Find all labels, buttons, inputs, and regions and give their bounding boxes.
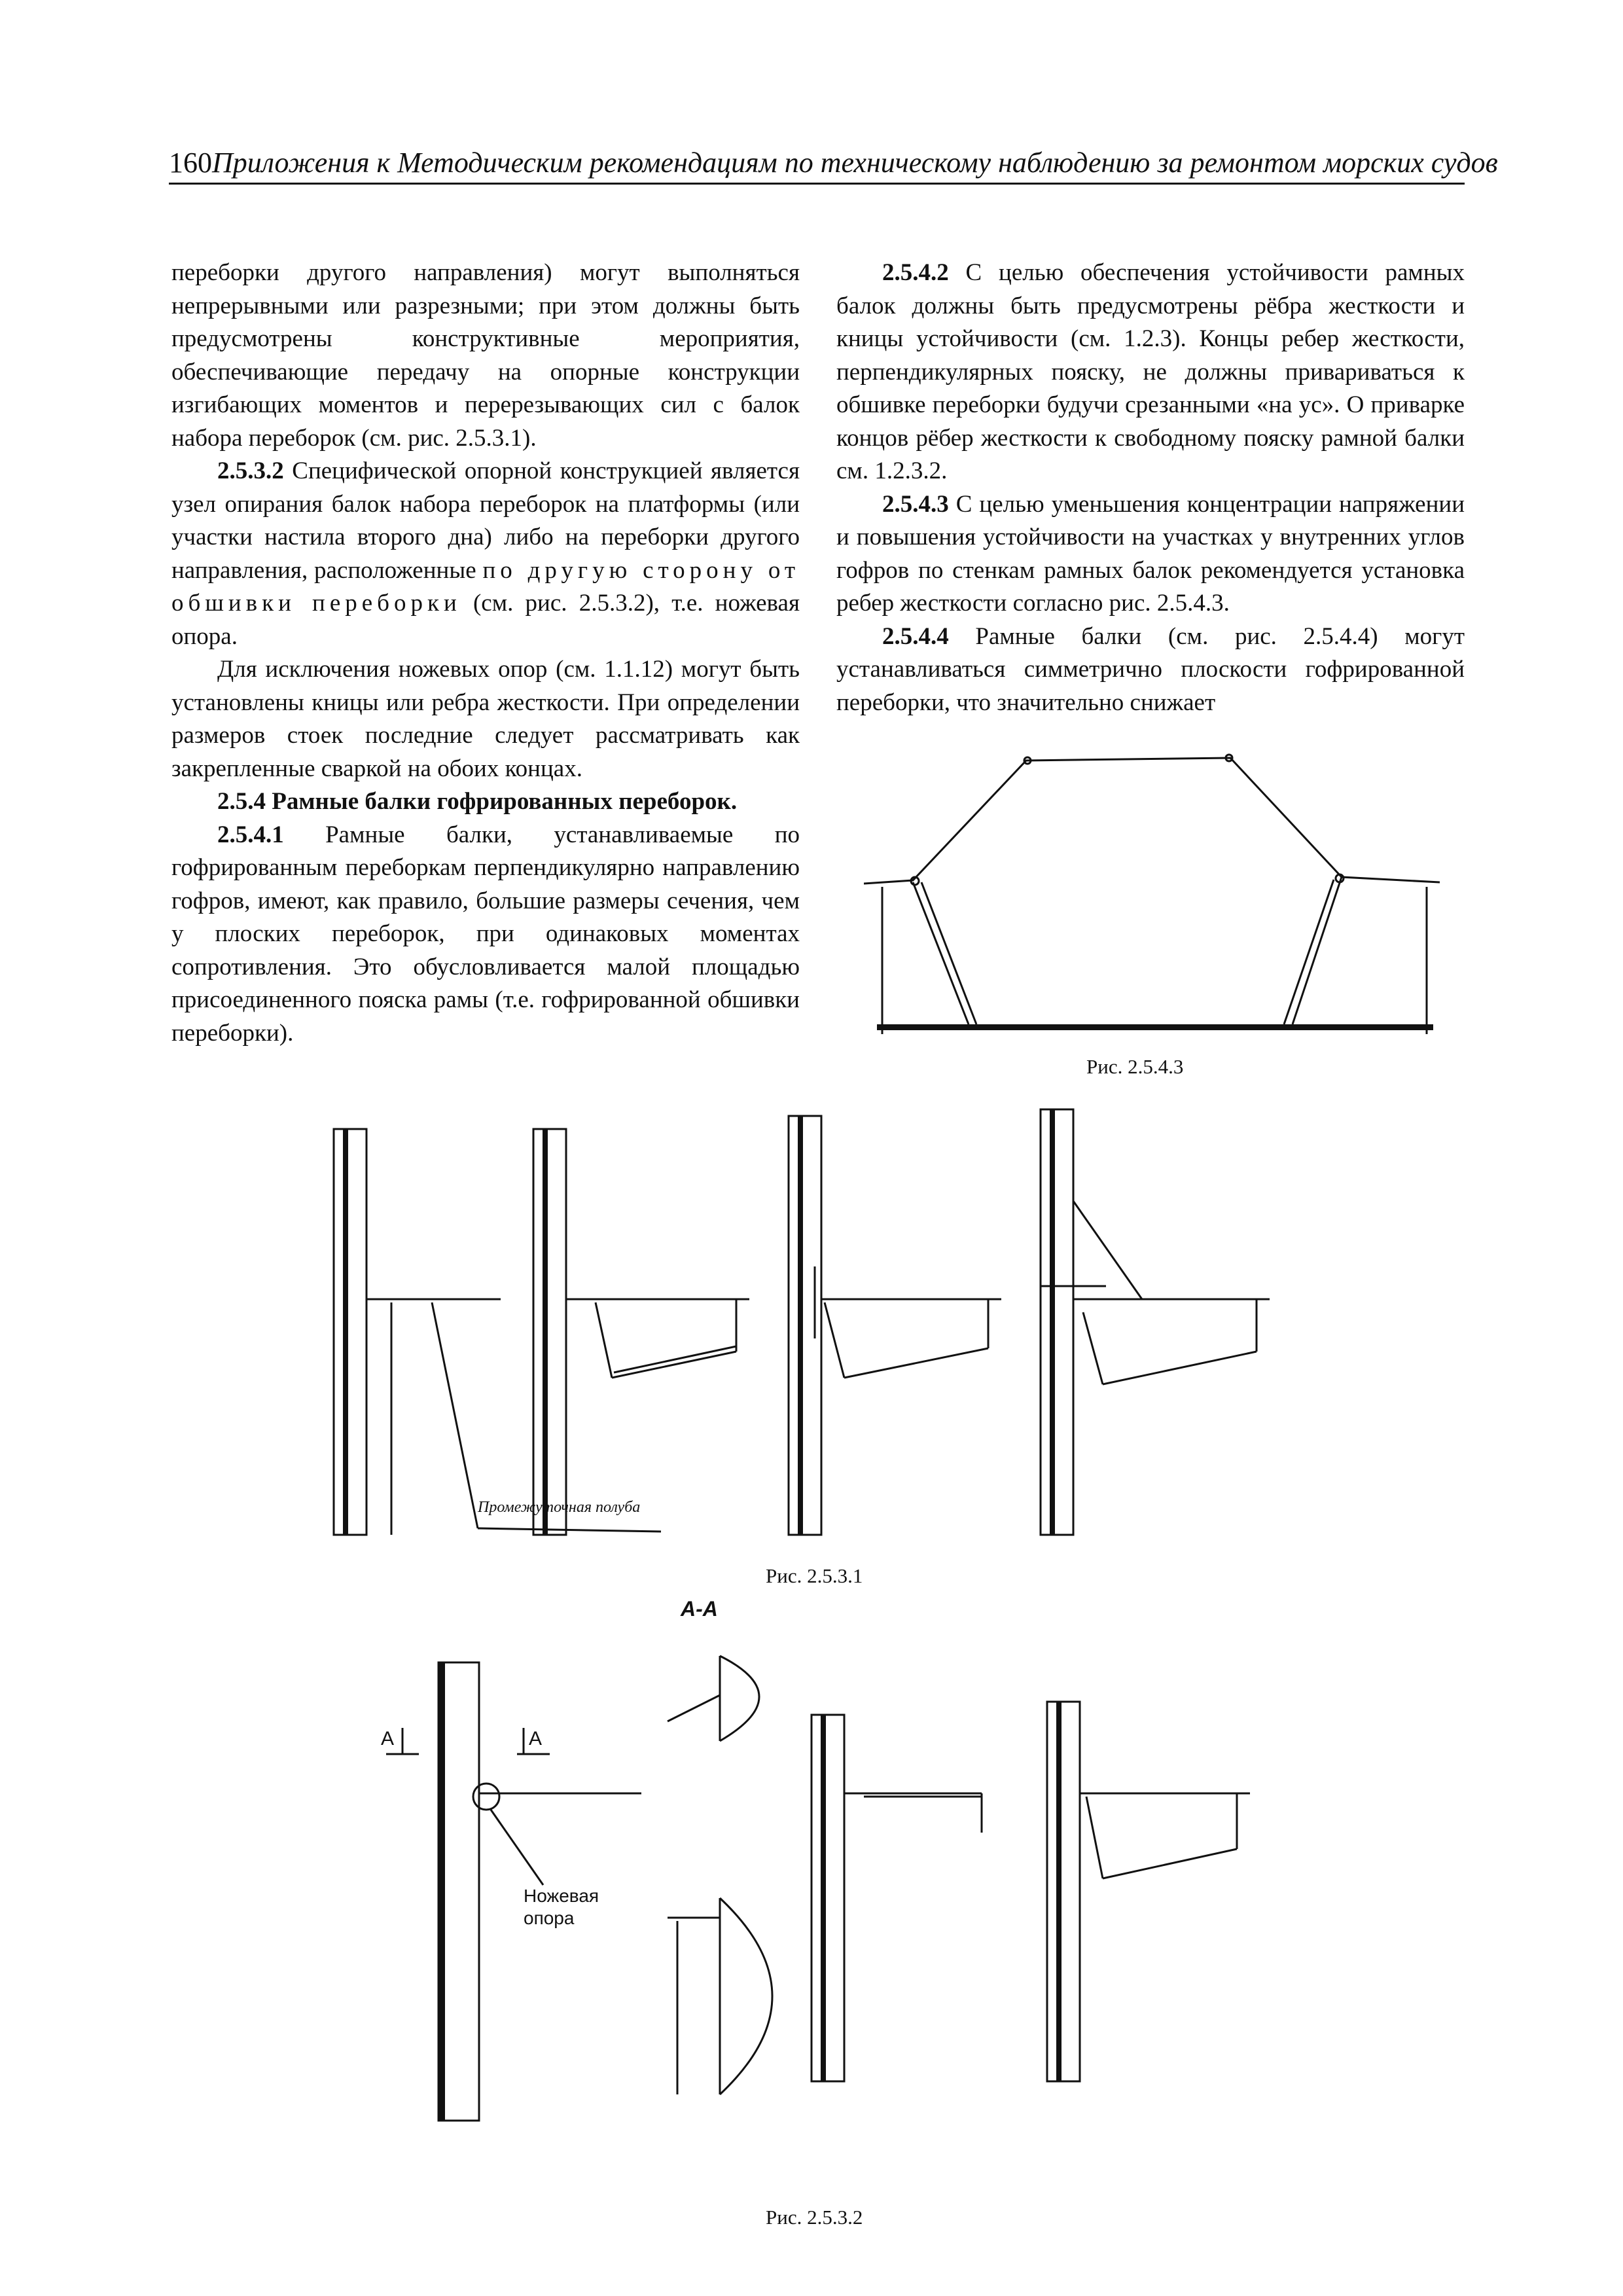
stanchion-flange <box>821 1715 826 2081</box>
left-column <box>171 257 800 1050</box>
paragraph <box>836 488 1465 620</box>
stiffener-right-2 <box>1284 880 1334 1024</box>
section-heading <box>171 785 800 819</box>
stiffener-left-2 <box>921 882 976 1024</box>
figure-2531-drawing <box>321 1103 1440 1548</box>
paragraph-text: С целью уменьшения концентрации напряжении и повышения устойчивости на участках у внутренних углов гофров по стенкам рамных балок рекомендуется установка ребер жесткости согласно рис. 2.5.4.3. <box>836 490 1465 617</box>
stanchion <box>1047 1702 1080 2081</box>
stiffener-left <box>913 882 969 1024</box>
stanchion-flange <box>798 1116 803 1535</box>
detail-4 <box>1041 1109 1270 1535</box>
detail-tee <box>812 1715 982 2081</box>
detail-2 <box>533 1129 749 1535</box>
stiffener-line <box>612 1352 736 1378</box>
stiffener-line <box>1103 1352 1257 1384</box>
bracket-line <box>1083 1312 1103 1384</box>
paragraph-text: Рамные балки, устанавливаемые по гофрированным переборкам перпендикулярно направлению гофров, имеют, как правило, большие размеры сечения, чем у плоских переборок, при одинаковых моментах сопротивления. Это обусловливается малой площадью присоединенного пояска рамы (т.е. гофрированной обшивки переборки). <box>171 821 800 1047</box>
knife-support-detail <box>386 1662 641 2121</box>
leader-line <box>491 1810 543 1885</box>
section-arc-lower <box>720 1898 772 2094</box>
stanchion-flange <box>1050 1109 1055 1535</box>
knife-support-circle <box>473 1784 499 1810</box>
leader-underline <box>478 1528 661 1532</box>
stiffener-right <box>1293 877 1342 1024</box>
stiffener-line <box>844 1348 988 1378</box>
figure-2532-drawing <box>366 1623 1296 2179</box>
figure-2543-drawing <box>864 746 1440 1047</box>
knife-support-label-line1: Ножевая <box>524 1886 599 1906</box>
stanchion-flange <box>543 1129 548 1535</box>
figure-caption: Рис. 2.5.4.3 <box>1086 1055 1184 1078</box>
knee-bracket <box>1073 1201 1142 1299</box>
detail-1 <box>334 1129 661 1535</box>
running-title: Приложения к Методическим рекомендациям по техническому наблюдению за ремонтом морских судов <box>212 147 1498 179</box>
knife-support-label <box>524 1885 599 1929</box>
stanchion <box>789 1116 821 1535</box>
stanchion-flange <box>1056 1702 1061 2081</box>
bracket-line <box>596 1302 612 1378</box>
section-label: А-А <box>681 1597 718 1621</box>
figure-label-deck: Промежуточная полуба <box>478 1499 641 1516</box>
detail-3 <box>789 1116 1001 1535</box>
running-header <box>169 145 1498 185</box>
section-line <box>668 1695 720 1721</box>
paragraph: переборки другого направления) могут выполняться непрерывными или разрезными; при этом должны быть предусмотрены конструктивные мероприятия, обеспечивающие передачу на опорные конструкции изгибающих моментов и перерезывающих сил с балок набора переборок (см. рис. 2.5.3.1). <box>171 259 800 452</box>
stanchion <box>334 1129 366 1535</box>
stanchion <box>533 1129 566 1535</box>
stanchion <box>1041 1109 1073 1535</box>
paragraph-text: (см. рис. 2.5.3.2), т.е. ножевая опора. <box>171 590 800 650</box>
stanchion-flange <box>438 1662 445 2121</box>
paragraph <box>171 819 800 1050</box>
paragraph: Для исключения ножевых опор (см. 1.1.12) могут быть установлены кницы или ребра жесткости. При определении размеров стоек последние следует рассматривать как закрепленные сваркой на обоих концах. <box>171 656 800 782</box>
face-plate <box>877 1024 1433 1030</box>
figure-caption: Рис. 2.5.3.1 <box>766 1564 863 1587</box>
stiffener-line <box>1103 1849 1237 1878</box>
stiffener-line-2 <box>614 1346 736 1372</box>
paragraph <box>836 257 1465 488</box>
clause-number: 2.5.4.3 <box>882 490 949 518</box>
bracket-line <box>825 1302 844 1378</box>
clause-number: 2.5.4.4 <box>882 622 949 650</box>
knife-support-label-line2: опора <box>524 1908 575 1928</box>
paragraph-text: С целью обеспечения устойчивости рамных балок должны быть предусмотрены рёбра жесткости и кницы устойчивости (см. 1.2.3). Концы ребер жесткости, перпендикулярных пояску, не должны привариваться к обшивке переборки будучи срезанными «на ус». О приварке концов рёбер жесткости к свободному пояску рамной балки см. 1.2.3.2. <box>836 259 1465 484</box>
section-heading-text: 2.5.4 Рамные балки гофрированных переборок. <box>217 788 738 815</box>
paragraph-text: Рамные балки (см. рис. 2.5.4.4) могут устанавливаться симметрично плоскости гофрированной переборки, что значительно снижает <box>836 622 1465 716</box>
detail-bracketed <box>1047 1702 1250 2081</box>
figure-caption: Рис. 2.5.3.2 <box>766 2206 863 2229</box>
section-a-a <box>668 1656 772 2094</box>
stanchion <box>812 1715 844 2081</box>
page-number: 160 <box>169 147 212 179</box>
spaced-text: по другую сторону от обшивки переборки <box>171 556 800 617</box>
section-mark-right-label: А <box>529 1728 543 1749</box>
corrugation-outline <box>864 758 1440 884</box>
clause-number: 2.5.4.2 <box>882 259 949 286</box>
section-arc <box>720 1656 759 1741</box>
clause-number: 2.5.4.1 <box>217 821 284 848</box>
leader-line <box>432 1302 478 1528</box>
bracket-line <box>1086 1797 1103 1878</box>
stanchion-flange <box>343 1129 348 1535</box>
paragraph <box>836 620 1465 720</box>
paragraph <box>171 455 800 653</box>
clause-number: 2.5.3.2 <box>217 457 284 484</box>
paragraph-text: Специфической опорной конструкцией является узел опирания балок набора переборок на платформы (или участки настила второго дна) либо на переборки другого направления, расположенные <box>171 457 800 584</box>
section-mark-left-label: А <box>381 1728 395 1749</box>
right-column <box>836 257 1465 719</box>
